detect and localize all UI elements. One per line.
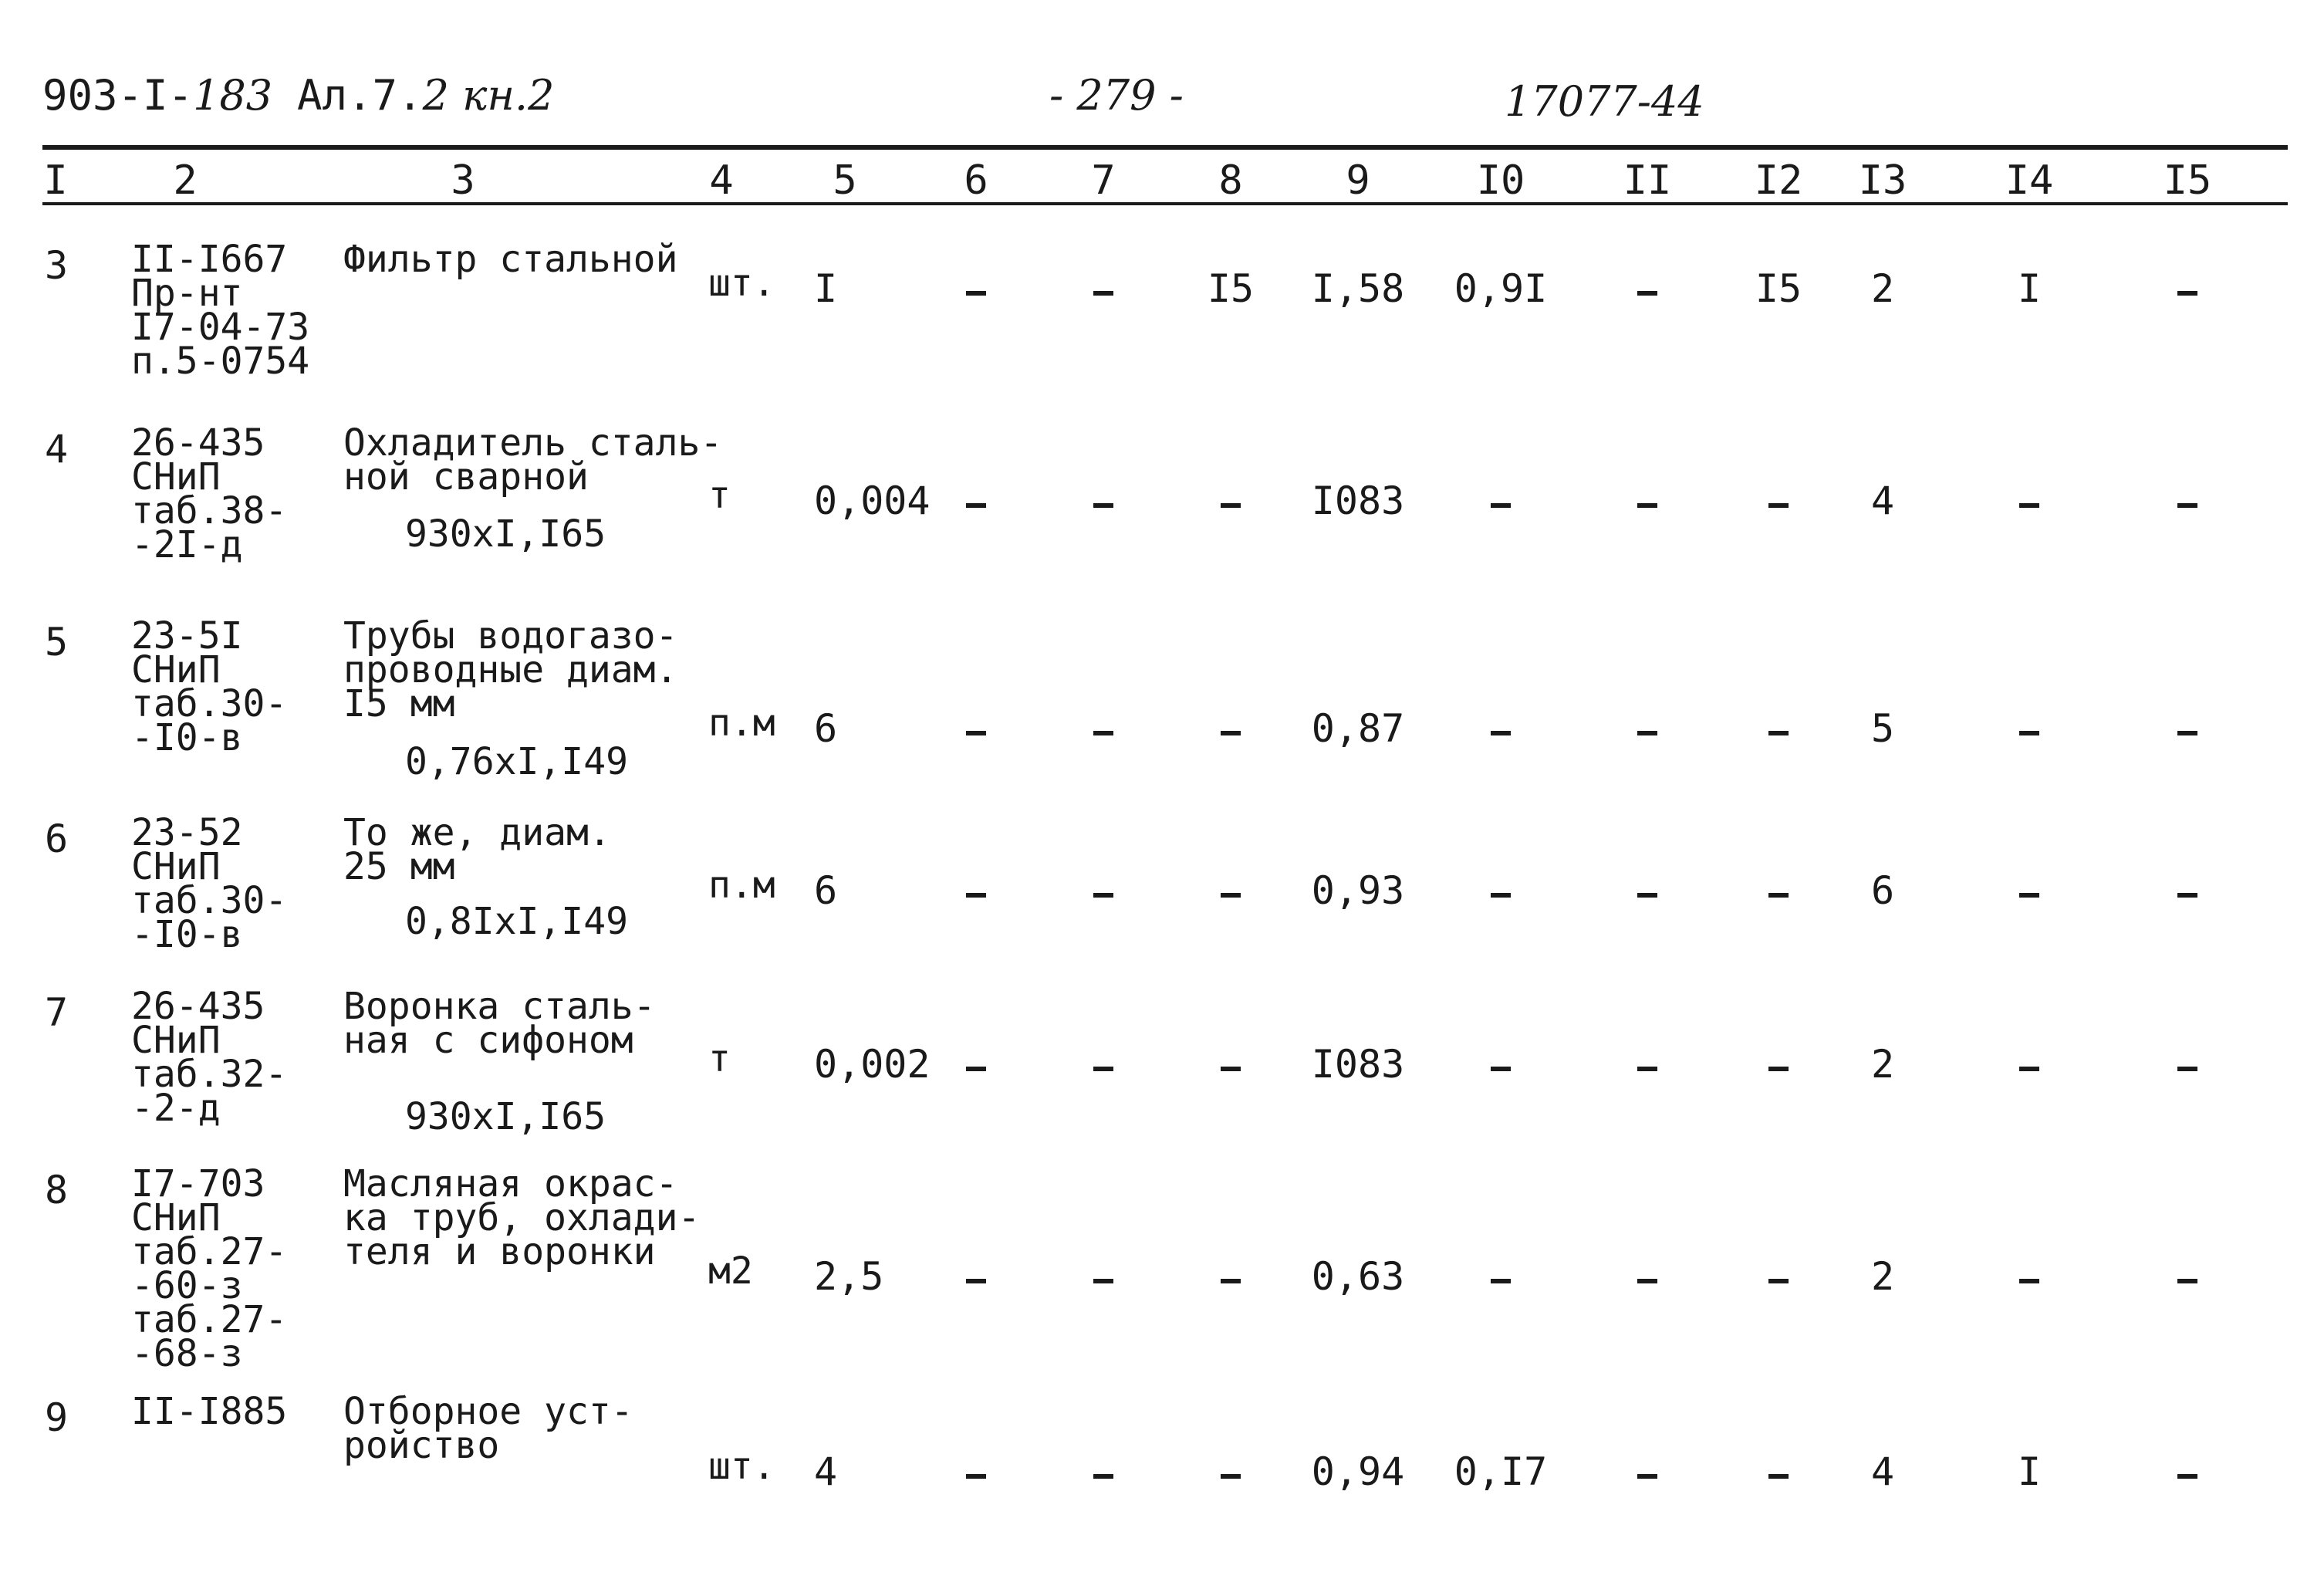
value-col-13: 4	[1870, 478, 1895, 523]
page-number: - 279 -	[1049, 71, 1184, 120]
work-name: Охладитель сталь- ной сварной	[343, 421, 723, 499]
value-col-13: 4	[1870, 1449, 1895, 1494]
empty-dash	[966, 1067, 986, 1071]
empty-dash	[1768, 1279, 1789, 1283]
empty-dash	[1491, 1067, 1511, 1071]
column-number-1: I	[43, 157, 68, 204]
empty-dash	[1093, 1067, 1113, 1071]
empty-dash	[1637, 1067, 1657, 1071]
empty-dash	[1093, 1279, 1113, 1283]
table-header-rule	[42, 202, 2288, 205]
value-col-9: 0,93	[1311, 868, 1405, 913]
value-col-13: 5	[1870, 706, 1895, 751]
value-col-5: 4	[814, 1449, 838, 1494]
empty-dash	[966, 1474, 986, 1479]
empty-dash	[2019, 503, 2039, 508]
value-col-13: 2	[1870, 1254, 1895, 1299]
empty-dash	[1637, 291, 1657, 296]
empty-dash	[2177, 731, 2197, 735]
empty-dash	[966, 291, 986, 296]
empty-dash	[2177, 503, 2197, 508]
empty-dash	[1093, 731, 1113, 735]
empty-dash	[1093, 503, 1113, 508]
value-col-8: I5	[1207, 266, 1255, 311]
row-number: 5	[45, 620, 69, 664]
value-col-9: I,58	[1311, 266, 1405, 311]
value-col-9: 0,63	[1311, 1254, 1405, 1299]
empty-dash	[1491, 893, 1511, 898]
value-col-5: 2,5	[814, 1254, 884, 1299]
empty-dash	[2177, 893, 2197, 898]
empty-dash	[1768, 1474, 1789, 1479]
empty-dash	[1768, 503, 1789, 508]
empty-dash	[1093, 1474, 1113, 1479]
rate-code: 23-5I СНиП таб.30- -I0-в	[131, 614, 288, 759]
empty-dash	[1221, 503, 1241, 508]
value-col-5: 6	[814, 868, 838, 913]
value-col-13: 6	[1870, 868, 1895, 913]
empty-dash	[1221, 731, 1241, 735]
column-number-5: 5	[833, 157, 857, 204]
unit: шт.	[708, 262, 775, 305]
column-number-8: 8	[1218, 157, 1243, 204]
document-number: 17077-44	[1505, 77, 1704, 126]
row-number: 8	[45, 1168, 69, 1212]
column-number-3: 3	[451, 157, 475, 204]
row-number: 3	[45, 243, 69, 288]
value-col-9: 0,87	[1311, 706, 1405, 751]
work-name: Фильтр стальной	[343, 238, 678, 281]
empty-dash	[1221, 1279, 1241, 1283]
empty-dash	[1221, 1067, 1241, 1071]
empty-dash	[2019, 1067, 2039, 1071]
empty-dash	[966, 1279, 986, 1283]
rate-code: II-I885	[131, 1390, 288, 1433]
empty-dash	[966, 731, 986, 735]
column-number-10: I0	[1476, 157, 1525, 204]
empty-dash	[1637, 731, 1657, 735]
value-col-9: I083	[1311, 1042, 1405, 1087]
project-code-printed: 903-I-	[42, 71, 194, 120]
table-top-rule	[42, 145, 2288, 150]
empty-dash	[2177, 1067, 2197, 1071]
value-col-5: 0,004	[814, 478, 931, 523]
empty-dash	[966, 893, 986, 898]
column-number-13: I3	[1858, 157, 1907, 204]
value-col-10: 0,I7	[1454, 1449, 1548, 1494]
work-name: Воронка сталь- ная с сифоном	[343, 985, 656, 1062]
rate-code: II-I667 Пр-нт I7-04-73 п.5-0754	[131, 238, 310, 383]
column-number-15: I5	[2163, 157, 2212, 204]
value-col-13: 2	[1870, 1042, 1895, 1087]
column-number-2: 2	[173, 157, 198, 204]
empty-dash	[1637, 1474, 1657, 1479]
unit: м2	[708, 1249, 753, 1293]
empty-dash	[2177, 291, 2197, 296]
row-number: 6	[45, 817, 69, 861]
value-col-12: I5	[1755, 266, 1802, 311]
empty-dash	[1637, 893, 1657, 898]
work-name: То же, диам. 25 мм	[343, 811, 611, 888]
empty-dash	[1491, 503, 1511, 508]
rate-code: 26-435 СНиП таб.38- -2I-д	[131, 421, 288, 566]
empty-dash	[1491, 731, 1511, 735]
empty-dash	[1637, 503, 1657, 508]
project-code	[42, 71, 272, 120]
unit: шт.	[708, 1445, 775, 1488]
empty-dash	[2019, 1279, 2039, 1283]
empty-dash	[1221, 893, 1241, 898]
value-col-13: 2	[1870, 266, 1895, 311]
rate-code: 26-435 СНиП таб.32- -2-д	[131, 985, 288, 1130]
empty-dash	[966, 503, 986, 508]
project-code-handwritten: 183	[193, 71, 273, 120]
value-col-5: I	[814, 266, 838, 311]
empty-dash	[1768, 731, 1789, 735]
work-name: Трубы водогазо- проводные диам. I5 мм	[343, 614, 678, 725]
empty-dash	[1093, 893, 1113, 898]
empty-dash	[1491, 1279, 1511, 1283]
album-ref-printed: Ал.7.	[297, 71, 423, 120]
value-col-5: 6	[814, 706, 838, 751]
weight-note: 0,76xI,I49	[405, 740, 628, 783]
value-col-14: I	[2017, 1449, 2042, 1494]
empty-dash	[2019, 731, 2039, 735]
value-col-10: 0,9I	[1454, 266, 1548, 311]
row-number: 9	[45, 1395, 69, 1440]
empty-dash	[1221, 1474, 1241, 1479]
weight-note: 930xI,I65	[405, 512, 606, 556]
unit: т	[708, 474, 731, 517]
work-name: Масляная окрас- ка труб, охлади- теля и воронки	[343, 1162, 701, 1273]
empty-dash	[1093, 291, 1113, 296]
unit: п.м	[708, 702, 775, 745]
album-ref	[297, 71, 554, 120]
empty-dash	[2019, 893, 2039, 898]
empty-dash	[2177, 1474, 2197, 1479]
empty-dash	[1768, 893, 1789, 898]
weight-note: 930xI,I65	[405, 1095, 606, 1138]
row-number: 7	[45, 990, 69, 1035]
rate-code: 23-52 СНиП таб.30- -I0-в	[131, 811, 288, 956]
column-number-7: 7	[1091, 157, 1116, 204]
value-col-5: 0,002	[814, 1042, 931, 1087]
column-number-12: I2	[1754, 157, 1803, 204]
value-col-9: I083	[1311, 478, 1405, 523]
empty-dash	[1768, 1067, 1789, 1071]
empty-dash	[2177, 1279, 2197, 1283]
value-col-9: 0,94	[1311, 1449, 1405, 1494]
value-col-14: I	[2017, 266, 2042, 311]
row-number: 4	[45, 427, 69, 472]
column-number-4: 4	[709, 157, 734, 204]
empty-dash	[1637, 1279, 1657, 1283]
column-number-11: II	[1623, 157, 1672, 204]
weight-note: 0,8IxI,I49	[405, 900, 628, 943]
column-number-9: 9	[1346, 157, 1370, 204]
album-ref-handwritten: 2 кн.2	[422, 71, 555, 120]
unit: т	[708, 1037, 731, 1080]
column-number-14: I4	[2005, 157, 2054, 204]
unit: п.м	[708, 864, 775, 907]
rate-code: I7-703 СНиП таб.27- -60-з таб.27- -68-з	[131, 1162, 288, 1375]
column-number-6: 6	[964, 157, 988, 204]
work-name: Отборное уст- ройство	[343, 1390, 633, 1467]
